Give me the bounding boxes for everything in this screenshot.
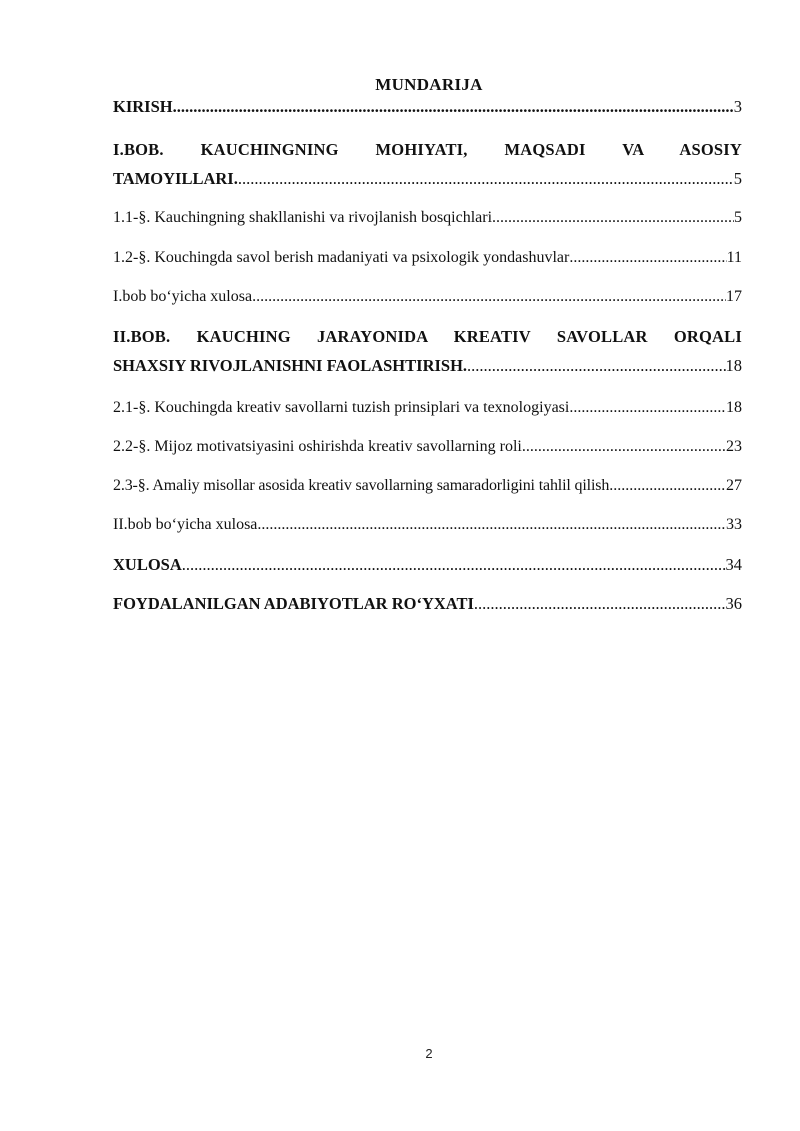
toc-entry-page: 36: [725, 594, 742, 613]
toc-entry-title-continued: TAMOYILLARI.: [113, 169, 238, 188]
toc-entry-title: 2.1-§. Kouchingda kreativ savollarni tuzish prinsiplari va texnologiyasi: [113, 399, 570, 416]
toc-entry-kirish[interactable]: [113, 97, 742, 121]
toc-entry-2-3[interactable]: [113, 477, 742, 501]
toc-entry-page: 34: [725, 555, 742, 574]
toc-entry-page: 18: [726, 399, 742, 416]
toc-entry-1-2[interactable]: [113, 249, 742, 273]
toc-entry-page: 18: [725, 356, 742, 375]
toc-entry-2-1[interactable]: [113, 399, 742, 423]
toc-entry-page: 33: [726, 516, 742, 533]
leader-dots: [182, 555, 726, 575]
leader-dots: [492, 209, 734, 227]
toc-entry-title: 1.2-§. Kouchingda savol berish madaniyati va psixologik yondashuvlar: [113, 249, 570, 266]
leader-dots: [257, 516, 726, 534]
toc-entry-2-2[interactable]: [113, 438, 742, 462]
toc-entry-page: 17: [726, 288, 742, 305]
toc-entry-title: KIRISH: [113, 97, 173, 116]
leader-dots: [252, 288, 726, 306]
toc-title: MUNDARIJA: [375, 75, 483, 94]
toc-entry-title: 1.1-§. Kauchingning shakllanishi va rivojlanish bosqichlari: [113, 209, 493, 226]
leader-dots: [609, 477, 726, 495]
leader-dots: [238, 169, 734, 189]
leader-dots: [173, 97, 734, 117]
toc-entry-title: FOYDALANILGAN ADABIYOTLAR RO‘YXATI: [113, 594, 474, 613]
toc-entry-page: 5: [734, 209, 742, 226]
leader-dots: [569, 399, 726, 417]
toc-entry-title: I.BOB. KAUCHINGNING MOHIYATI, MAQSADI VA ASOSIY: [113, 140, 742, 159]
toc-entry-chapter-1-conclusion[interactable]: [113, 288, 742, 312]
leader-dots: [522, 438, 726, 456]
page-number: 2: [425, 1046, 433, 1061]
toc-entry-page: 27: [726, 477, 742, 494]
toc-entry-page: 23: [726, 438, 742, 455]
toc-entry-chapter-1[interactable]: [113, 140, 742, 192]
toc-entry-title: 2.3-§. Amaliy misollar asosida kreativ savollarning samaradorligini tahlil qilish: [113, 477, 610, 494]
leader-dots: [474, 594, 726, 614]
leader-dots: [569, 249, 726, 267]
toc-entry-title-continued: SHAXSIY RIVOJLANISHNI FAOLASHTIRISH.: [113, 356, 468, 375]
toc-entry-title: 2.2-§. Mijoz motivatsiyasini oshirishda kreativ savollarning roli: [113, 438, 522, 455]
toc-entry-page: 5: [733, 169, 742, 188]
toc-entry-title: I.bob bo‘yicha xulosa: [113, 288, 253, 305]
toc-entry-1-1[interactable]: [113, 209, 742, 233]
toc-entry-page: 3: [733, 97, 742, 116]
toc-entry-references[interactable]: [113, 594, 742, 618]
toc-entry-chapter-2-conclusion[interactable]: [113, 516, 742, 540]
toc-entry-title: XULOSA: [113, 555, 182, 574]
leader-dots: [467, 356, 725, 376]
toc-entry-title: II.bob bo‘yicha xulosa: [113, 516, 258, 533]
toc-entry-page: 11: [726, 249, 742, 266]
toc-entry-title: II.BOB. KAUCHING JARAYONIDA KREATIV SAVOLLAR ORQALI: [113, 327, 742, 346]
toc-entry-chapter-2[interactable]: [113, 327, 742, 379]
toc-entry-xulosa[interactable]: [113, 555, 742, 579]
